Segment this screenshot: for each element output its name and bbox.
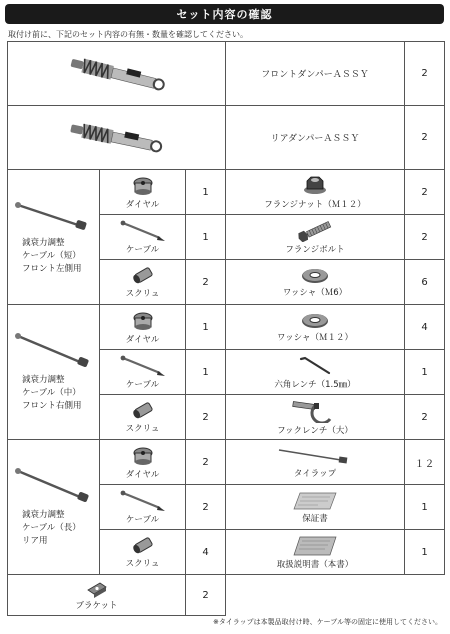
washer-icon xyxy=(300,267,330,285)
item-qty: 2 xyxy=(421,186,428,198)
part-qty-cell xyxy=(186,530,226,575)
part-qty: 1 xyxy=(202,231,209,243)
part-cell xyxy=(100,395,186,440)
part-name: ダイヤル xyxy=(125,334,160,345)
group-label-line: 減衰力調整 xyxy=(22,237,65,248)
item-name: フランジボルト xyxy=(285,244,345,255)
item-qty: １２ xyxy=(414,458,435,470)
item-qty-cell xyxy=(405,395,445,440)
table-row xyxy=(8,440,445,485)
part-name: ケーブル xyxy=(125,379,160,390)
group-label-line: フロント左側用 xyxy=(22,263,82,274)
item-qty: 4 xyxy=(421,321,428,333)
section-title-text: セット内容の確認 xyxy=(176,8,273,21)
item-name: ワッシャ（Ｍ１２） xyxy=(277,332,353,343)
part-name: スクリュ xyxy=(125,288,160,299)
screw-icon xyxy=(130,266,156,286)
item-qty-cell xyxy=(405,215,445,260)
part-qty: 2 xyxy=(202,456,209,468)
part-name: ダイヤル xyxy=(125,199,160,210)
item-name-cell xyxy=(226,395,405,440)
flange-bolt-icon xyxy=(295,220,335,242)
part-qty: 2 xyxy=(202,589,209,601)
part-qty: 1 xyxy=(202,321,209,333)
part-name: ダイヤル xyxy=(125,469,160,480)
hook-wrench-icon xyxy=(290,399,340,423)
item-name-cell xyxy=(226,106,405,170)
empty-cell xyxy=(226,575,445,616)
item-name: 保証書 xyxy=(302,513,328,524)
group-label-line: リア用 xyxy=(22,535,48,546)
flange-nut-icon xyxy=(302,175,328,197)
part-qty-cell xyxy=(186,350,226,395)
part-qty: 4 xyxy=(202,546,209,558)
group-label-line: ケーブル（長） xyxy=(22,522,81,533)
cable-assembly-icon xyxy=(14,199,94,233)
item-name-cell xyxy=(226,530,405,575)
part-qty-cell xyxy=(186,260,226,305)
item-name: リアダンパーＡＳＳＹ xyxy=(270,134,360,144)
item-qty-cell xyxy=(405,440,445,485)
part-name: ケーブル xyxy=(125,244,160,255)
dial-icon xyxy=(131,175,155,197)
part-cell xyxy=(100,485,186,530)
group-label-line: 減衰力調整 xyxy=(22,374,65,385)
item-name-cell xyxy=(226,42,405,106)
part-name: スクリュ xyxy=(125,423,160,434)
item-qty-cell xyxy=(405,42,445,106)
part-qty-cell xyxy=(186,170,226,215)
dial-icon xyxy=(131,310,155,332)
item-qty: 2 xyxy=(421,68,428,79)
item-name-cell xyxy=(226,485,405,530)
bracket-icon xyxy=(84,580,110,598)
item-qty-cell xyxy=(405,530,445,575)
item-name-cell xyxy=(226,260,405,305)
cable-assembly-icon xyxy=(14,467,94,505)
table-row xyxy=(8,575,445,616)
part-qty-cell xyxy=(186,575,226,616)
screw-icon xyxy=(130,401,156,421)
part-cell xyxy=(100,215,186,260)
item-qty: 1 xyxy=(421,366,428,378)
item-name: フロントダンパーＡＳＳＹ xyxy=(261,70,369,80)
part-qty-cell xyxy=(186,305,226,350)
table-row xyxy=(8,305,445,350)
part-qty: 2 xyxy=(202,501,209,513)
part-name: ケーブル xyxy=(125,514,160,525)
cable-assembly-icon xyxy=(14,332,94,370)
instruction-text: 取付け前に、下記のセット内容の有無・数量を確認してください。 xyxy=(8,30,248,39)
item-name-cell xyxy=(226,350,405,395)
item-name-cell xyxy=(226,215,405,260)
group-label-line: ケーブル（中） xyxy=(22,387,81,398)
item-qty-cell xyxy=(405,170,445,215)
item-qty: 2 xyxy=(421,411,428,423)
item-qty: 1 xyxy=(421,501,428,513)
footnote-text: ※タイラップは本製品取付け時、ケーブル等の固定に使用してください。 xyxy=(213,618,442,626)
cable-group-short xyxy=(8,170,100,305)
item-name: タイラップ xyxy=(293,468,337,479)
part-cell xyxy=(100,530,186,575)
manual-icon xyxy=(290,535,340,557)
item-qty: 2 xyxy=(421,132,428,143)
screw-icon xyxy=(130,536,156,556)
table-row xyxy=(8,170,445,215)
washer-icon xyxy=(300,312,330,330)
item-qty: 1 xyxy=(421,546,428,558)
part-qty: 2 xyxy=(202,276,209,288)
section-title xyxy=(5,4,444,24)
front-damper-image-cell xyxy=(8,42,226,106)
parts-table xyxy=(7,41,445,616)
item-qty-cell xyxy=(405,305,445,350)
front-damper-icon xyxy=(62,49,172,99)
group-label-line: 減衰力調整 xyxy=(22,509,65,520)
cable-icon xyxy=(120,490,166,512)
rear-damper-image-cell xyxy=(8,106,226,170)
cable-icon xyxy=(120,220,166,242)
item-name: フランジナット（Ｍ１２） xyxy=(264,199,366,210)
cable-icon xyxy=(120,355,166,377)
group-label-line: ケーブル（短） xyxy=(22,250,81,261)
part-cell xyxy=(100,440,186,485)
table-row xyxy=(8,42,445,106)
hex-wrench-icon xyxy=(295,355,335,377)
item-name: 六角レンチ（1.5㎜） xyxy=(274,379,356,390)
item-name: フックレンチ（大） xyxy=(277,425,353,436)
dial-icon xyxy=(131,445,155,467)
bracket-cell xyxy=(8,575,186,616)
part-cell xyxy=(100,260,186,305)
part-cell xyxy=(100,350,186,395)
item-name-cell xyxy=(226,305,405,350)
part-name: スクリュ xyxy=(125,558,160,569)
item-qty: 2 xyxy=(421,231,428,243)
item-qty-cell xyxy=(405,260,445,305)
rear-damper-icon xyxy=(62,113,172,163)
part-cell xyxy=(100,170,186,215)
part-cell xyxy=(100,305,186,350)
part-qty-cell xyxy=(186,215,226,260)
item-name-cell xyxy=(226,170,405,215)
warranty-card-icon xyxy=(290,491,340,511)
part-qty: 2 xyxy=(202,411,209,423)
cable-group-medium xyxy=(8,305,100,440)
item-name-cell xyxy=(226,440,405,485)
item-qty-cell xyxy=(405,106,445,170)
part-qty-cell xyxy=(186,440,226,485)
part-qty-cell xyxy=(186,485,226,530)
item-qty: 6 xyxy=(421,276,428,288)
part-name: ブラケット xyxy=(75,600,118,611)
table-row xyxy=(8,106,445,170)
group-label-line: フロント右側用 xyxy=(22,400,82,411)
item-name: ワッシャ（Ｍ6） xyxy=(282,287,348,298)
item-name: 取扱説明書（本書） xyxy=(276,559,354,570)
cable-tie-icon xyxy=(275,446,355,466)
item-qty-cell xyxy=(405,350,445,395)
part-qty: 1 xyxy=(202,186,209,198)
part-qty-cell xyxy=(186,395,226,440)
part-qty: 1 xyxy=(202,366,209,378)
cable-group-long xyxy=(8,440,100,575)
item-qty-cell xyxy=(405,485,445,530)
